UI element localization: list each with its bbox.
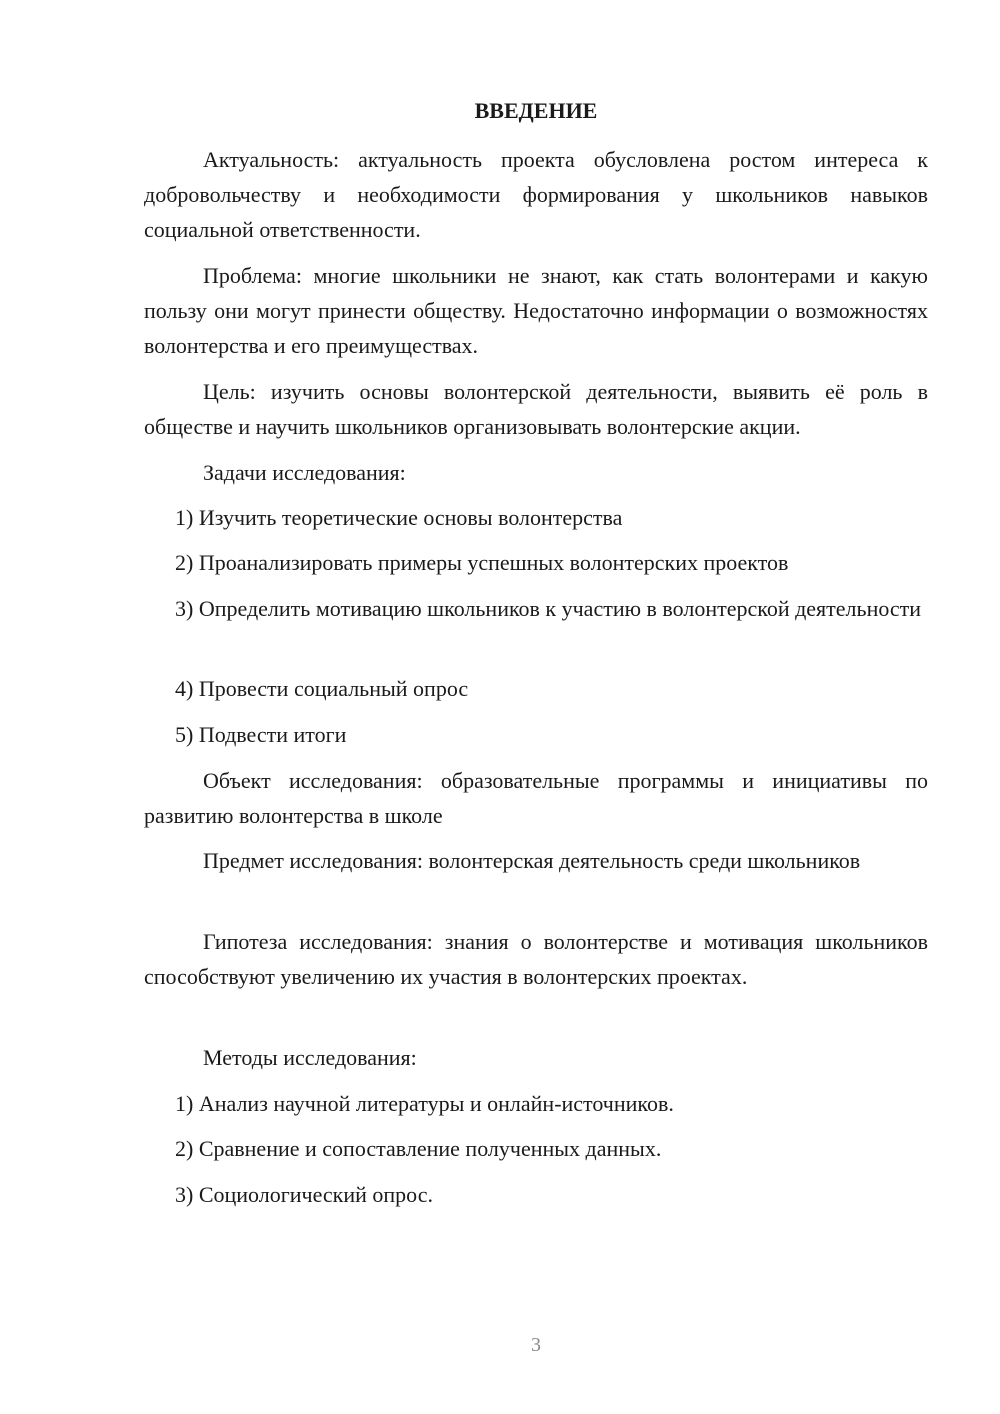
tasks-heading: Задачи исследования:	[203, 460, 406, 485]
goal-paragraph: Цель: изучить основы волонтерской деятельности, выявить её роль в обществе и научить школьников организовывать волонтерские акции.	[144, 379, 928, 439]
methods-heading: Методы исследования:	[203, 1045, 417, 1070]
hypothesis-paragraph: Гипотеза исследования: знания о волонтерстве и мотивация школьников способствуют увеличению их участия в волонтерских проектах.	[144, 929, 928, 989]
method-item: 1) Анализ научной литературы и онлайн-источников.	[175, 1091, 674, 1116]
task-item: 2) Проанализировать примеры успешных волонтерских проектов	[175, 550, 789, 575]
task-item: 1) Изучить теоретические основы волонтерства	[175, 505, 623, 530]
relevance-paragraph: Актуальность: актуальность проекта обусловлена ростом интереса к добровольчеству и необходимости формирования у школьников навыков социальной ответственности.	[144, 147, 928, 242]
object-paragraph: Объект исследования: образовательные программы и инициативы по развитию волонтерства в школе	[144, 768, 928, 828]
problem-paragraph: Проблема: многие школьники не знают, как стать волонтерами и какую пользу они могут принести обществу. Недостаточно информации о возможностях волонтерства и его преимуществах.	[144, 263, 928, 358]
section-title: ВВЕДЕНИЕ	[474, 98, 598, 123]
task-item: 3) Определить мотивацию школьников к участию в волонтерской деятельности	[175, 596, 922, 621]
subject-paragraph: Предмет исследования: волонтерская деятельность среди школьников	[203, 848, 861, 873]
page-number: 3	[531, 1334, 541, 1356]
task-item: 5) Подвести итоги	[175, 722, 347, 747]
task-item: 4) Провести социальный опрос	[175, 676, 469, 701]
method-item: 2) Сравнение и сопоставление полученных данных.	[175, 1136, 662, 1161]
method-item: 3) Социологический опрос.	[175, 1182, 433, 1207]
